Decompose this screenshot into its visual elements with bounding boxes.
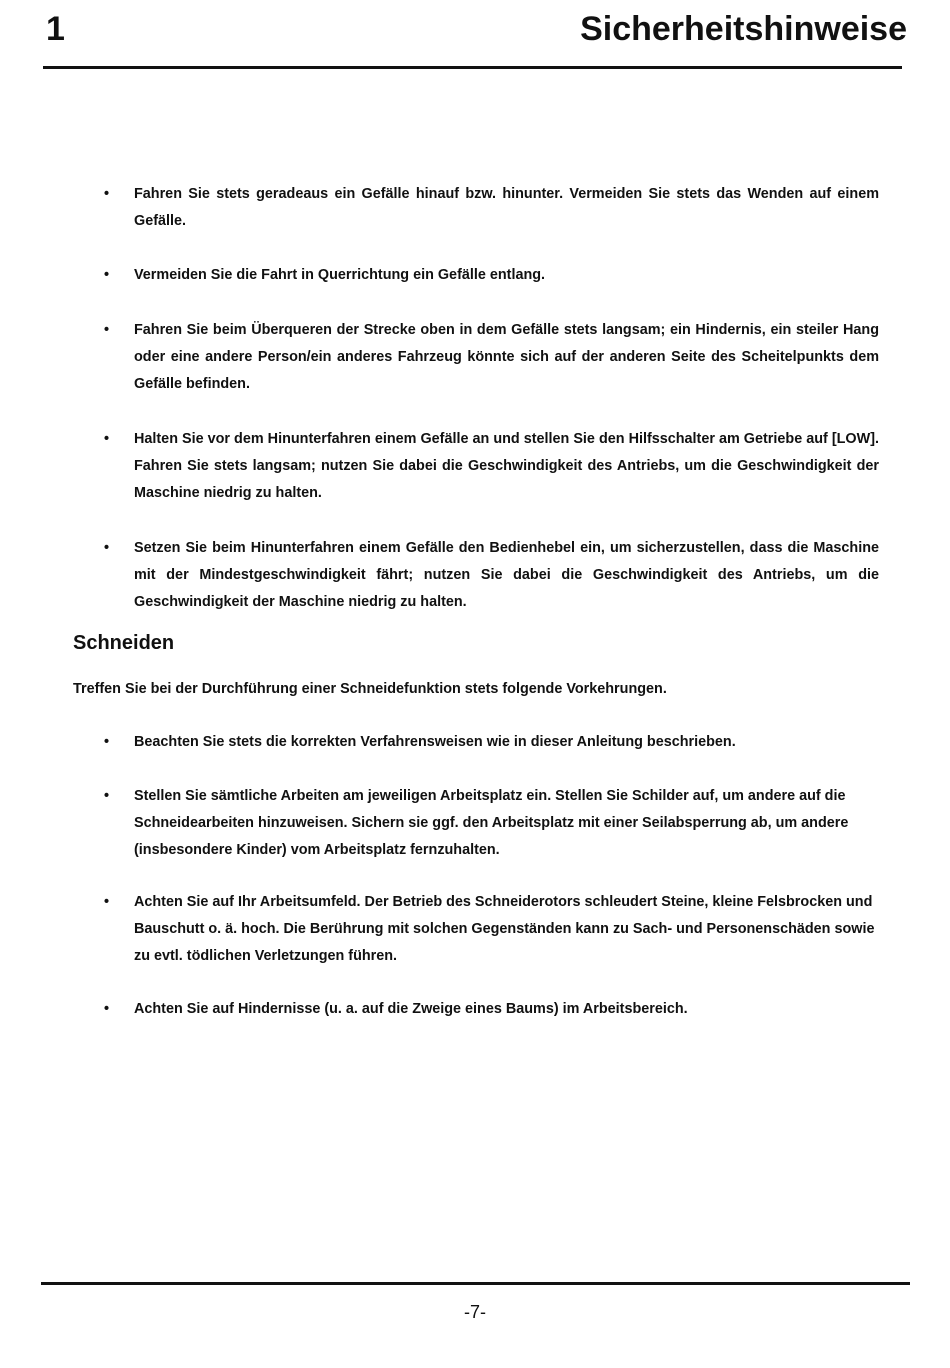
bullet-icon: • xyxy=(104,322,110,338)
section-heading: Schneiden xyxy=(73,632,175,654)
list-item-text: Vermeiden Sie die Fahrt in Querrichtung ein Gefälle entlang. xyxy=(134,267,546,283)
bullet-icon: • xyxy=(104,431,110,447)
bullet-icon: • xyxy=(104,788,110,804)
bullet-icon: • xyxy=(104,267,110,283)
list-item-text: Beachten Sie stets die korrekten Verfahrensweisen wie in dieser Anleitung beschrieben. xyxy=(134,734,736,750)
list-item xyxy=(104,181,879,235)
bullet-icon: • xyxy=(104,894,110,910)
list-item xyxy=(104,889,879,970)
list-item-text: Fahren Sie stets geradeaus ein Gefälle hinauf bzw. hinunter. Vermeiden Sie stets das Wenden auf einem Gefälle. xyxy=(134,186,879,229)
page-number: -7- xyxy=(464,1302,486,1322)
footer-rule xyxy=(41,1282,910,1285)
bullet-icon: • xyxy=(104,186,110,202)
list-item xyxy=(104,317,879,398)
list-item xyxy=(104,535,879,616)
page-header xyxy=(43,10,907,66)
list-item xyxy=(104,729,879,756)
list-item xyxy=(104,426,879,507)
list-item xyxy=(104,262,879,289)
list-item-text: Fahren Sie beim Überqueren der Strecke oben in dem Gefälle stets langsam; ein Hindernis, ein steiler Hang oder eine andere Person/ein anderes Fahrzeug könnte sich auf der anderen Seite des Scheitelpunkts dem Gefälle befinden. xyxy=(134,322,879,392)
section-intro: Treffen Sie bei der Durchführung einer Schneidefunktion stets folgende Vorkehrungen. xyxy=(73,681,667,697)
list-item-text: Stellen Sie sämtliche Arbeiten am jeweiligen Arbeitsplatz ein. Stellen Sie Schilder auf, um andere auf die Schneidearbeiten hinzuweisen. Sichern sie ggf. den Arbeitsplatz mit einer Seilabsperrung ab, um andere (insbesondere Kinder) vom Arbeitsplatz fernzuhalten. xyxy=(134,788,849,858)
chapter-title: Sicherheitshinweise xyxy=(580,10,907,48)
header-rule xyxy=(43,66,902,69)
bullet-icon: • xyxy=(104,734,110,750)
list-item xyxy=(104,783,879,864)
bullet-icon: • xyxy=(104,540,110,556)
list-item-text: Achten Sie auf Ihr Arbeitsumfeld. Der Betrieb des Schneiderotors schleudert Steine, kleine Felsbrocken und Bauschutt o. ä. hoch. Die Berührung mit solchen Gegenständen kann zu Sach- und Personenschäden sowie zu evtl. tödlichen Verletzungen führen. xyxy=(134,894,875,964)
chapter-number: 1 xyxy=(46,10,65,48)
list-item-text: Achten Sie auf Hindernisse (u. a. auf die Zweige eines Baums) im Arbeitsbereich. xyxy=(134,1001,688,1017)
list-item-text: Setzen Sie beim Hinunterfahren einem Gefälle den Bedienhebel ein, um sicherzustellen, dass die Maschine mit der Mindestgeschwindigkeit fährt; nutzen Sie dabei die Geschwindigkeit des Antriebs, um die Geschwindigkeit der Maschine niedrig zu halten. xyxy=(134,540,879,610)
list-item-text: Halten Sie vor dem Hinunterfahren einem Gefälle an und stellen Sie den Hilfsschalter am Getriebe auf [LOW]. Fahren Sie stets langsam; nutzen Sie dabei die Geschwindigkeit des Antriebs, um die Geschwindigkeit der Maschine niedrig zu halten. xyxy=(134,431,879,501)
list-item xyxy=(104,996,879,1023)
bullet-icon: • xyxy=(104,1001,110,1017)
